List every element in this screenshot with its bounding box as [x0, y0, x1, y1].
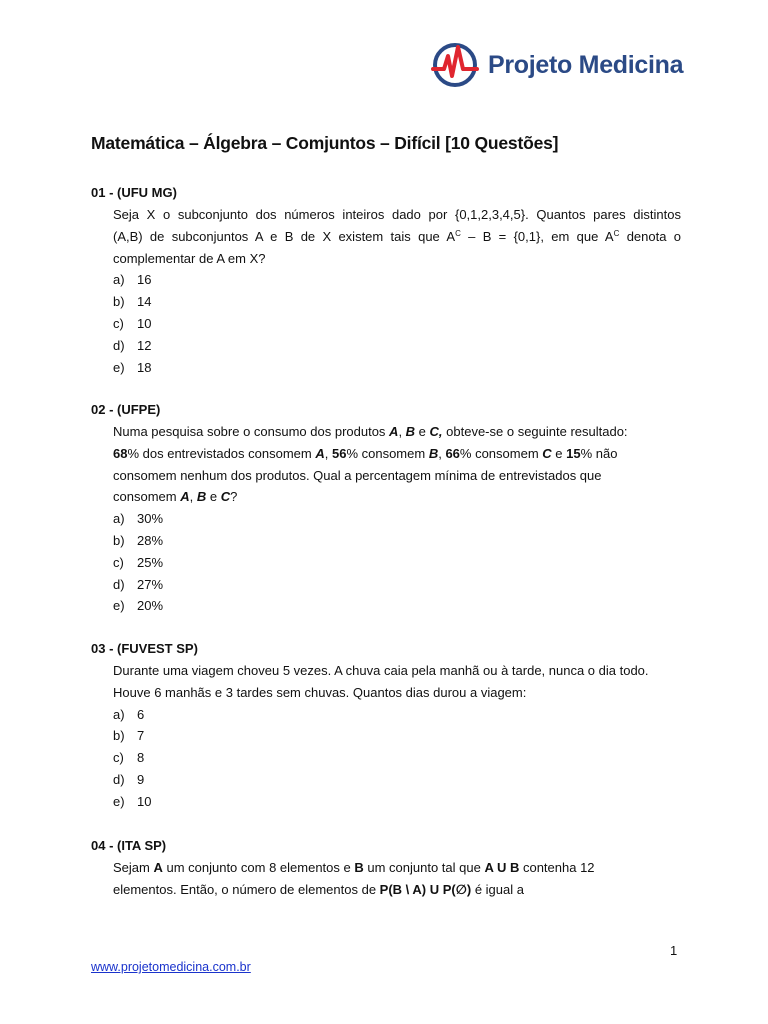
stem-text: – B = {0,1}, em que A	[460, 228, 614, 244]
stem-text: % consomem	[346, 445, 429, 461]
stem-text: consomem	[113, 489, 181, 505]
question-01	[91, 182, 681, 378]
option-letter: a)	[113, 706, 125, 722]
set-b: B	[196, 489, 207, 505]
option-text: 18	[137, 359, 152, 375]
set-c: C	[220, 489, 231, 505]
option-letter: b)	[113, 728, 125, 744]
option-text: 10	[137, 793, 152, 809]
stem-text: elementos. Então, o número de elementos de	[113, 881, 380, 897]
stem-text: ,	[398, 424, 406, 439]
option-letter: c)	[113, 750, 124, 766]
answer-option	[113, 574, 681, 596]
stem-line: consomem nenhum dos produtos. Qual a percentagem mínima de entrevistados que	[113, 467, 602, 483]
option-letter: b)	[113, 532, 125, 548]
stem-line	[113, 443, 681, 465]
option-text: 14	[137, 294, 152, 310]
set-c: C,	[429, 424, 443, 439]
percent-value: 56	[331, 445, 347, 461]
answer-option	[113, 291, 681, 313]
option-letter: c)	[113, 554, 124, 570]
option-letter: d)	[113, 771, 125, 787]
question-stem	[91, 660, 681, 704]
stem-line	[113, 879, 681, 901]
option-text: 20%	[137, 598, 164, 614]
stem-text: um conjunto com 8 elementos e	[162, 860, 355, 875]
option-text: 16	[137, 272, 152, 288]
medicina-heartbeat-icon	[431, 41, 479, 89]
stem-text: ?	[230, 489, 238, 505]
stem-text: ,	[189, 489, 197, 505]
question-header: 03 - (FUVEST SP)	[91, 641, 198, 656]
stem-line: Durante uma viagem choveu 5 vezes. A chuva caia pela manhã ou à tarde, nunca o dia todo.	[113, 663, 649, 678]
option-text: 8	[137, 750, 145, 766]
union-expression: A U B	[484, 860, 520, 875]
set-b: B	[428, 445, 439, 461]
stem-line: Houve 6 manhãs e 3 tardes sem chuvas. Quantos dias durou a viagem:	[113, 684, 527, 700]
stem-text: e	[415, 424, 430, 439]
percent-value: 66	[445, 445, 460, 461]
stem-text: % dos entrevistados consomem	[127, 445, 316, 461]
percent-value: 68	[113, 445, 128, 461]
stem-line	[113, 226, 681, 248]
question-stem	[91, 204, 681, 269]
answer-option	[113, 595, 681, 617]
answer-option	[113, 508, 681, 530]
option-letter: b)	[113, 294, 125, 310]
set-b: B	[354, 860, 364, 875]
option-text: 9	[137, 771, 145, 787]
stem-text: ,	[438, 445, 446, 461]
question-04	[91, 835, 681, 901]
stem-line: Seja X o subconjunto dos números inteiros dado por {0,1,2,3,4,5}. Quantos pares distintos	[113, 207, 681, 222]
answer-option	[113, 313, 681, 335]
option-text: 6	[137, 706, 145, 722]
option-text: 28%	[137, 532, 164, 548]
stem-line: complementar de A em X?	[113, 250, 266, 266]
answer-option	[113, 269, 681, 291]
answer-options	[91, 704, 681, 813]
answer-option	[113, 791, 681, 813]
stem-text: e	[206, 489, 221, 505]
set-b: B	[405, 424, 416, 439]
stem-text: Sejam	[113, 860, 154, 875]
percent-value: 15	[566, 445, 581, 461]
set-a: A	[153, 860, 163, 875]
answer-option	[113, 552, 681, 574]
question-03	[91, 638, 681, 813]
set-a: A	[389, 424, 399, 439]
answer-option	[113, 704, 681, 726]
question-header: 02 - (UFPE)	[91, 402, 161, 417]
option-letter: e)	[113, 598, 125, 614]
option-letter: a)	[113, 272, 125, 288]
stem-text: obteve-se o seguinte resultado:	[442, 424, 628, 439]
set-a: A	[180, 489, 190, 505]
question-02	[91, 399, 681, 617]
option-text: 10	[137, 315, 152, 331]
answer-option	[113, 335, 681, 357]
stem-text: (A,B) de subconjuntos A e B de X existem tais que A	[113, 228, 456, 244]
logo-text: Projeto Medicina	[488, 50, 684, 79]
complement-superscript: C	[455, 228, 461, 238]
stem-text: e	[551, 445, 567, 461]
stem-line	[113, 421, 681, 443]
answer-options	[91, 269, 681, 378]
question-header: 04 - (ITA SP)	[91, 838, 167, 853]
complement-superscript: C	[613, 228, 620, 238]
answer-options	[91, 508, 681, 617]
stem-text: ,	[324, 445, 332, 461]
question-header: 01 - (UFU MG)	[91, 185, 177, 200]
option-text: 12	[137, 337, 152, 353]
stem-text: Numa pesquisa sobre o consumo dos produtos	[113, 424, 390, 439]
stem-text: % consomem	[459, 445, 543, 461]
stem-text: um conjunto tal que	[363, 860, 485, 875]
option-letter: e)	[113, 359, 125, 375]
stem-text: é igual a	[471, 881, 524, 897]
option-letter: c)	[113, 315, 124, 331]
stem-text: denota o	[619, 228, 682, 244]
footer-website-link[interactable]: www.projetomedicina.com.br	[91, 960, 251, 974]
page-number: 1	[670, 943, 678, 958]
stem-text: contenha 12	[519, 860, 595, 875]
option-letter: d)	[113, 337, 125, 353]
power-set-expression: P(B \ A) U P(∅)	[379, 881, 472, 897]
question-stem	[91, 857, 681, 901]
answer-option	[113, 747, 681, 769]
answer-option	[113, 530, 681, 552]
answer-option	[113, 725, 681, 747]
answer-option	[113, 357, 681, 379]
option-letter: a)	[113, 511, 125, 527]
stem-text: % não	[580, 445, 618, 461]
answer-option	[113, 769, 681, 791]
set-a: A	[315, 445, 325, 461]
stem-line	[113, 486, 681, 508]
option-letter: d)	[113, 576, 125, 592]
option-text: 27%	[137, 576, 164, 592]
option-letter: e)	[113, 793, 125, 809]
projeto-medicina-logo	[431, 41, 683, 89]
page-title: Matemática – Álgebra – Comjuntos – Difícil [10 Questões]	[91, 133, 559, 153]
stem-line	[113, 857, 681, 879]
option-text: 30%	[137, 511, 164, 527]
option-text: 25%	[137, 554, 164, 570]
set-c: C	[542, 445, 552, 461]
question-stem	[91, 421, 681, 508]
option-text: 7	[137, 728, 145, 744]
